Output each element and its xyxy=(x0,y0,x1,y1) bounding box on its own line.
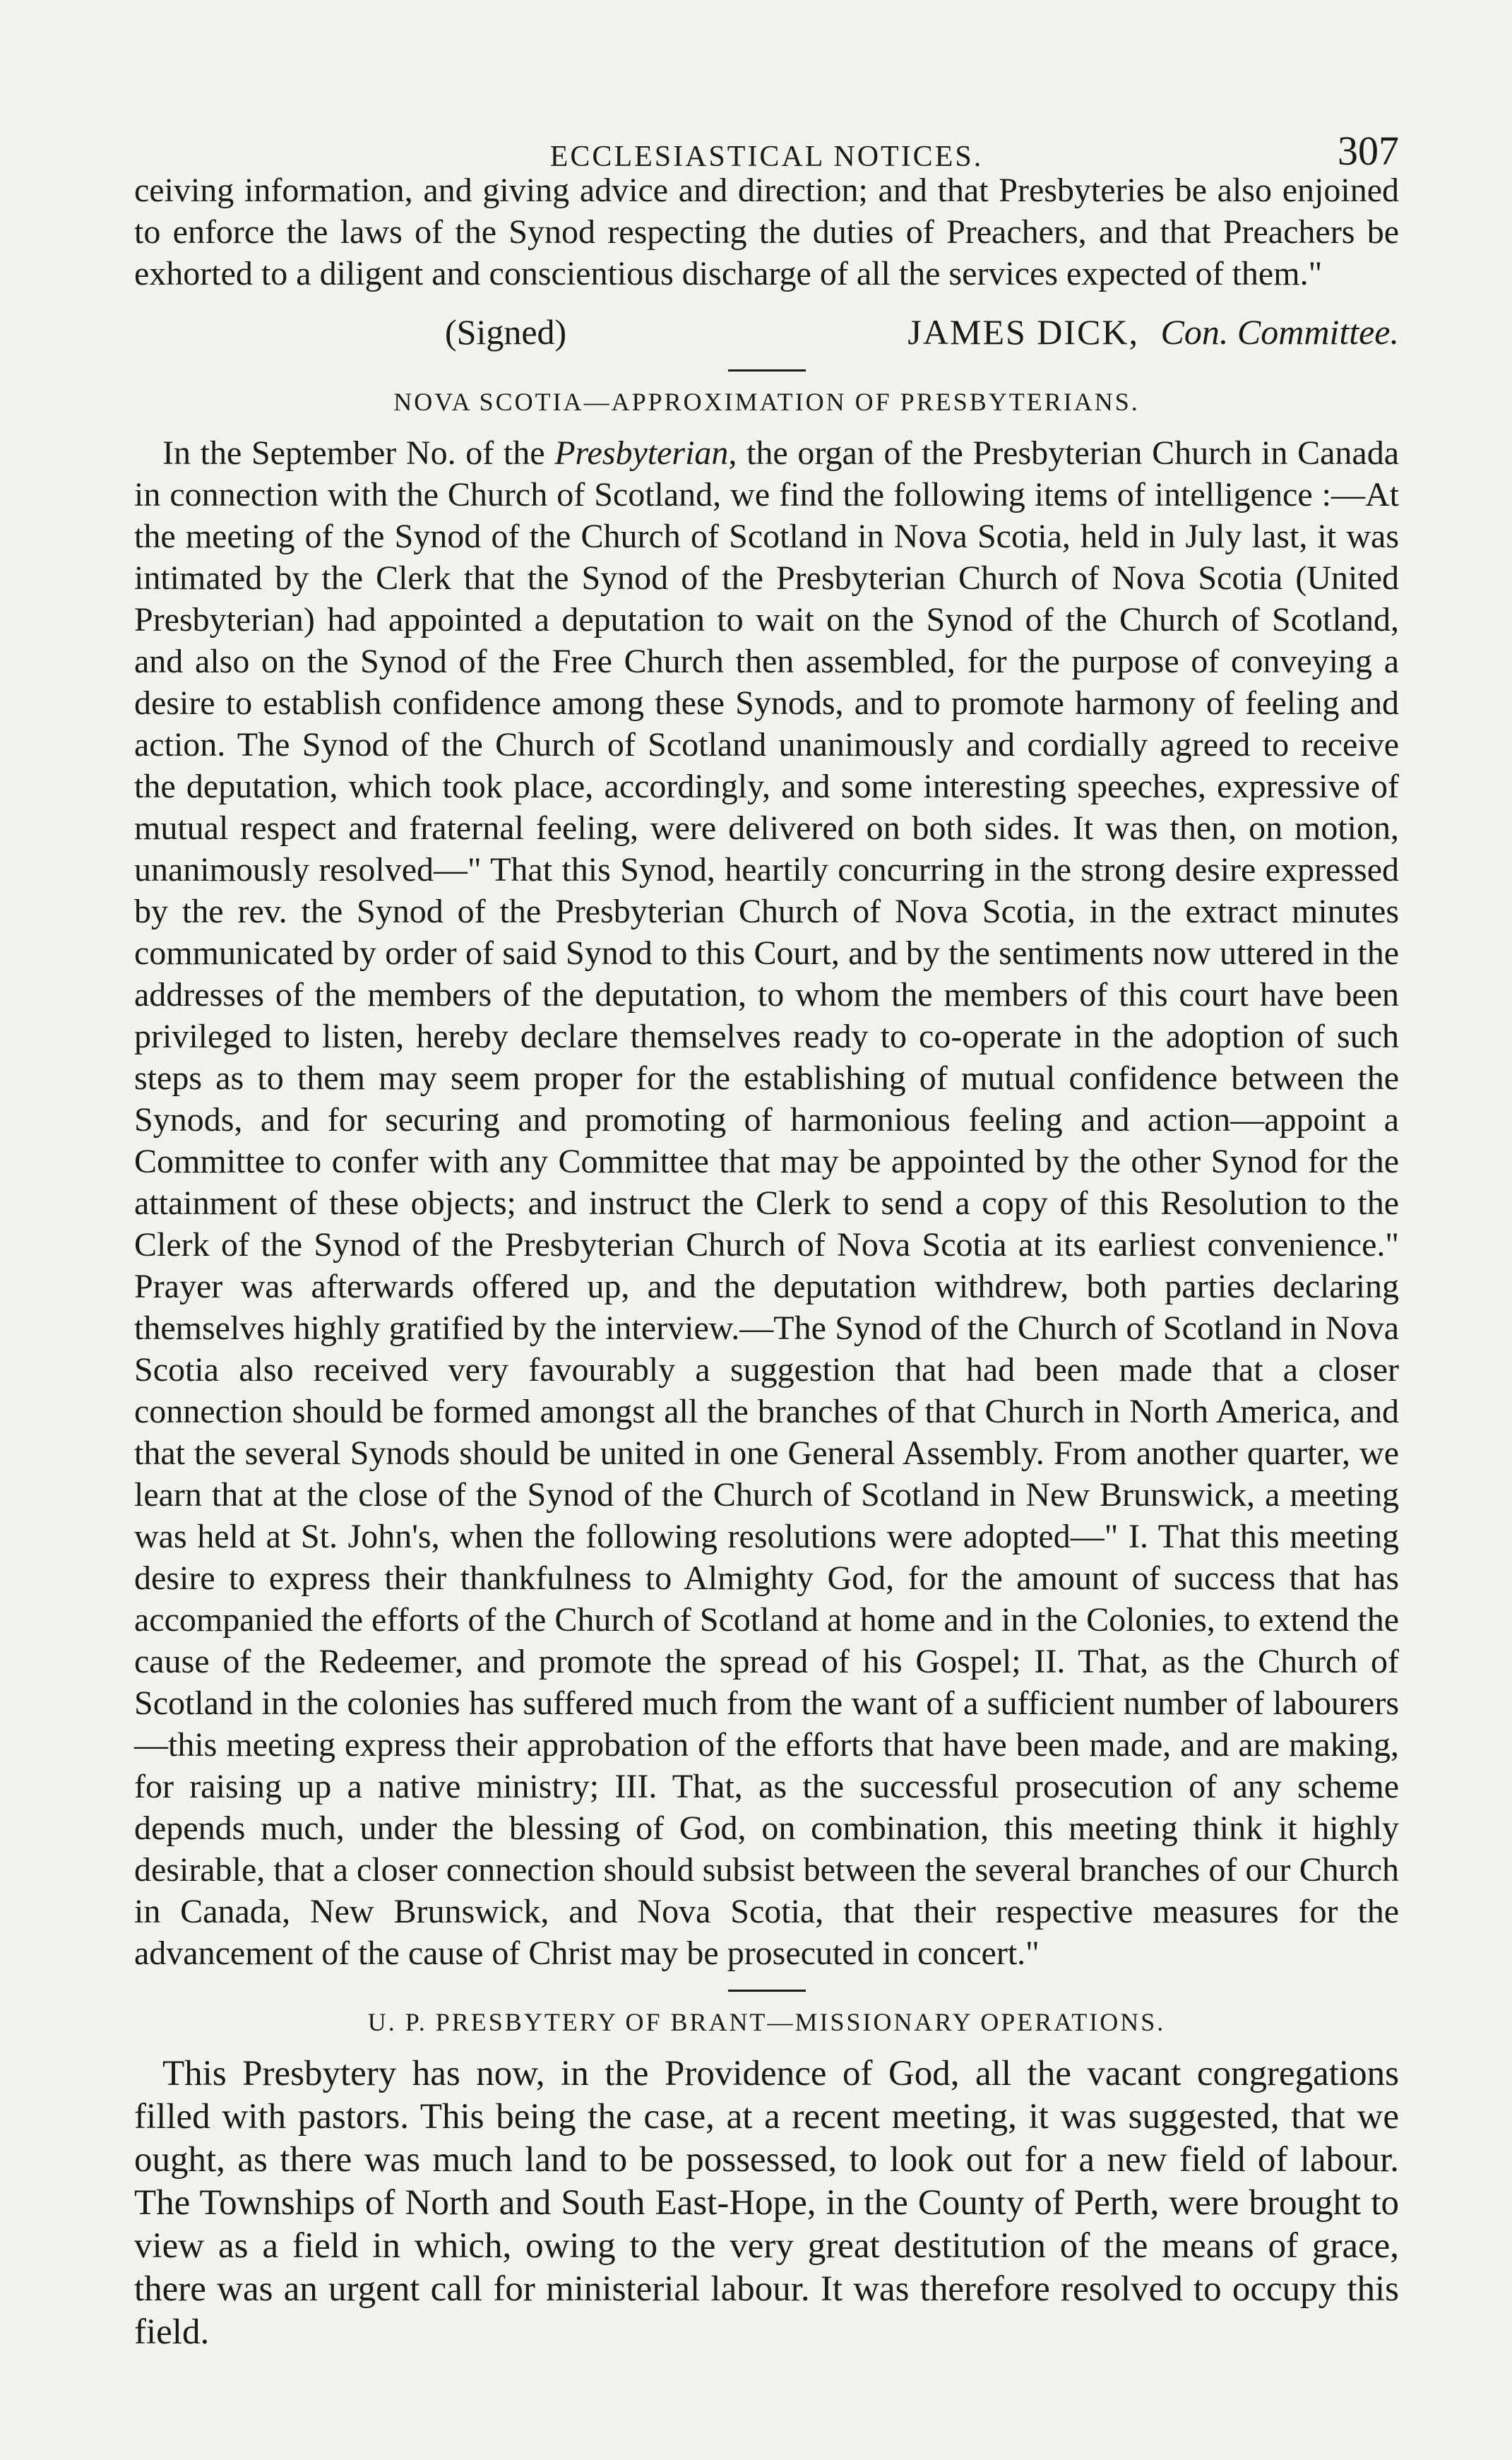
signer-name: JAMES DICK, xyxy=(907,312,1140,352)
signer-role: Con. Committee. xyxy=(1160,312,1399,352)
body-text: the organ of the Presbyterian Church in Canada in connection with the Church of Scotland, we find the following items of intelligence :—At the meeting of the Synod of the Church of Scotland in Nova Scotia, held in July last, it was intimated by the Clerk that the Synod of the Presbyterian Church of Nova Scotia (United Presbyterian) had appointed a deputation to wait on the Synod of the Church of Scotland, and also on the Synod of the Free Church then assembled, for the purpose of conveying a desire to establish confidence among these Synods, and to promote harmony of feeling and action. The Synod of the Church of Scotland unanimously and cordially agreed to receive the deputation, which took place, accordingly, and some interesting speeches, expressive of mutual respect and fraternal feeling, were delivered on both sides. It was then, on motion, unanimously resolved—" That this Synod, heartily concurring in the strong desire expressed by the rev. the Synod of the Presbyterian Church of Nova Scotia, in the extract minutes communicated by order of said Synod to this Court, and by the sentiments now uttered in the addresses of the members of the deputation, to whom the members of this court have been privileged to listen, hereby declare themselves ready to co-operate in the adoption of such steps as to them may seem proper for the establishing of mutual confidence between the Synods, and for securing and promoting of harmonious feeling and action—appoint a Committee to confer with any Committee that may be appointed by the other Synod for the attainment of these objects; and instruct the Clerk to send a copy of this Resolution to the Clerk of the Synod of the Presbyterian Church of Nova Scotia at its earliest convenience." Prayer was afterwards offered up, and the deputation withdrew, both parties declaring themselves highly gratified by the interview.—The Synod of the Church of Scotland in Nova Scotia also received very favourably a suggestion that had been made that a closer connection should be formed amongst all the branches of that Church in North America, and that the several Synods should be united in one General Assembly. From another quarter, we learn that at the close of the Synod of the Church of Scotland in New Brunswick, a meeting was held at St. John's, when the following resolutions were adopted—" I. That this meeting desire to express their thankfulness to Almighty God, for the amount of success that has accompanied the efforts of the Church of Scotland at home and in the Colonies, to extend the cause of the Redeemer, and promote the spread of his Gospel; II. That, as the Church of Scotland in the colonies has suffered much from the want of a sufficient number of labourers—this meeting express their approbation of the efforts that have been made, and are making, for raising up a native ministry; III. That, as the successful prosecution of any scheme depends much, under the blessing of God, on combination, this meeting think it highly desirable, that a closer connection should subsist between the several branches of our Church in Canada, New Brunswick, and Nova Scotia, that their respective measures for the advancement of the cause of Christ may be prosecuted in concert." xyxy=(134,434,1399,1972)
running-head xyxy=(134,106,1399,174)
nova-scotia-paragraph xyxy=(134,432,1399,1974)
intro-text: In the September No. of the xyxy=(162,434,555,472)
periodical-title: Presbyterian, xyxy=(554,434,737,472)
page-number: 307 xyxy=(1338,128,1399,174)
signature-line xyxy=(134,310,1399,354)
closing-paragraph: ceiving information, and giving advice and direction; and that Presbyteries be also enjoined to enforce the laws of the Synod respecting the duties of Preachers, and that Preachers be exhorted to a diligent and conscientious discharge of all the services expected of them." xyxy=(134,172,1399,292)
running-title: ECCLESIASTICAL NOTICES. xyxy=(549,141,984,173)
section-heading-nova-scotia: NOVA SCOTIA—APPROXIMATION OF PRESBYTERIANS. xyxy=(393,388,1140,416)
section-divider xyxy=(728,369,806,372)
signed-label: (Signed) xyxy=(445,312,567,352)
section-heading-brant: U. P. PRESBYTERY OF BRANT—MISSIONARY OPERATIONS. xyxy=(367,2008,1166,2036)
brant-paragraph: This Presbytery has now, in the Providence of God, all the vacant congregations filled with pastors. This being the case, at a recent meeting, it was suggested, that we ought, as there was much land to be possessed, to look out for a new field of labour. The Townships of North and South East-Hope, in the County of Perth, were brought to view as a field in which, owing to the very great destitution of the means of grace, there was an urgent call for ministerial labour. It was therefore resolved to occupy this field. xyxy=(134,2054,1399,2352)
section-divider xyxy=(728,1990,806,1992)
